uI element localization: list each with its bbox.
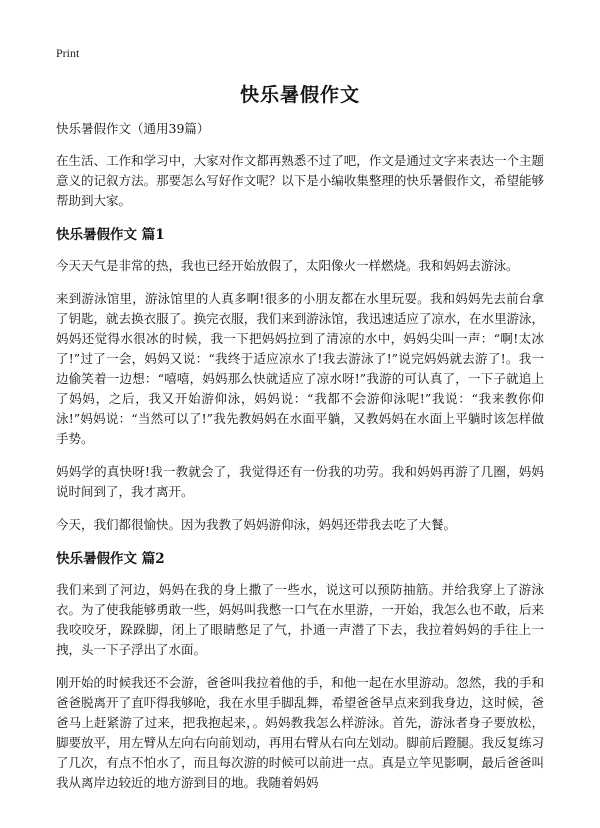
section-1-paragraph: 妈妈学的真快呀!我一教就会了，我觉得还有一份我的功劳。我和妈妈再游了几圈，妈妈说时间到了，我才离开。 — [56, 464, 544, 499]
intro-paragraph: 在生活、工作和学习中，大家对作文都再熟悉不过了吧，作文是通过文字来表达一个主题意义的记叙方法。那要怎么写好作文呢？以下是小编收集整理的快乐暑假作文，希望能够帮助到大家。 — [56, 153, 544, 208]
section-1-paragraph: 来到游泳馆里，游泳馆里的人真多啊!很多的小朋友都在水里玩耍。我和妈妈先去前台拿了钥匙，就去换衣服了。换完衣服，我们来到游泳馆，我迅速适应了凉水，在水里游泳，妈妈还觉得水很冰的时候，我一下把妈妈拉到了清凉的水中，妈妈尖叫一声：“啊!太冰了!”过了一会，妈妈又说：“我终于适应凉水了!我去游泳了!”说完妈妈就去游了!。我一边偷笑着一边想：“嘻嘻，妈妈那么快就适应了凉水呀!”我游的可认真了，一下子就追上了妈妈，之后，我又开始游仰泳，妈妈说：“我都不会游仰泳呢!”我说：“我来教你仰泳!”妈妈说：“当然可以了!”我先教妈妈在水面平躺，又教妈妈在水面上平躺时该怎样做手势。 — [56, 291, 544, 446]
section-heading-2: 快乐暑假作文 篇2 — [56, 551, 165, 567]
section-heading-1: 快乐暑假作文 篇1 — [56, 227, 165, 243]
document-body — [56, 119, 544, 806]
document-subtitle: 快乐暑假作文（通用39篇） — [56, 121, 210, 136]
section-2-paragraph: 刚开始的时候我还不会游，爸爸叫我拉着他的手，和他一起在水里游动。忽然，我的手和爸爸脱离开了直吓得我够呛，我在水里手脚乱舞，希望爸爸早点来到我身边，这时候，爸爸马上赶紧游了过来，把我抱起来，。妈妈教我怎么样游泳。首先，游泳者身子要放松，脚要放平，用左臂从左向右向前划动，再用右臂从右向左划动。脚前后蹬腿。我反复练习了几次，有点不怕水了，而且每次游的时候可以前进一点。真是立竿见影啊，最后爸爸叫我从离岸边较近的地方游到目的地。我随着妈妈 — [56, 675, 544, 790]
print-link[interactable]: Print — [56, 46, 80, 60]
document-title: 快乐暑假作文 — [239, 84, 360, 106]
section-1-paragraph: 今天，我们都很愉快。因为我教了妈妈游仰泳，妈妈还带我去吃了大餐。 — [56, 517, 457, 532]
section-2-paragraph: 我们来到了河边，妈妈在我的身上撒了一些水，说这可以预防抽筋。并给我穿上了游泳衣。为了使我能够勇敢一些，妈妈叫我憋一口气在水里游，一开始，我怎么也不敢，后来我咬咬牙，跺跺脚，闭上了眼睛憋足了气，扑通一声潜了下去，我拉着妈妈的手往上一拽，头一下子浮出了水面。 — [56, 582, 544, 657]
section-1-paragraph: 今天天气是非常的热，我也已经开始放假了，太阳像火一样燃烧。我和妈妈去游泳。 — [56, 258, 519, 273]
